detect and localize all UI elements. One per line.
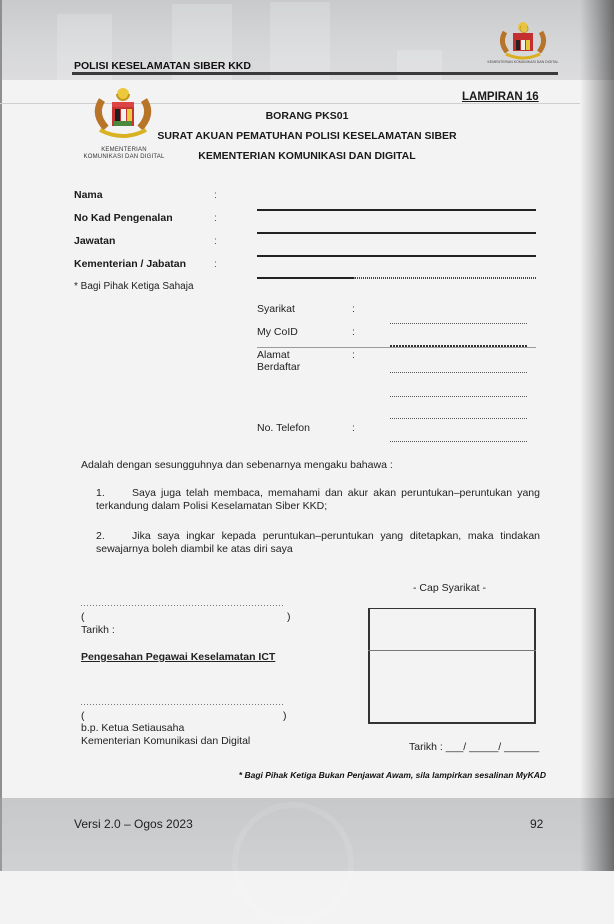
field-label-my-coid: My CoID	[257, 326, 298, 338]
declaration-item-2	[96, 530, 540, 556]
alamat-input-line-2[interactable]	[390, 396, 528, 397]
officer-ministry: Kementerian Komunikasi dan Digital	[81, 735, 251, 747]
field-label-no-kad-pengenalan: No Kad Pengenalan	[74, 212, 173, 224]
alamat-input-line-3[interactable]	[390, 418, 528, 419]
declarant-name-open-paren: (	[81, 611, 85, 623]
field-label-jawatan: Jawatan	[74, 235, 116, 247]
declaration-item-number: 1.	[96, 487, 105, 499]
content-top-rule	[0, 103, 580, 104]
third-party-note: * Bagi Pihak Ketiga Sahaja	[74, 281, 194, 292]
field-label-nama: Nama	[74, 189, 103, 201]
company-stamp-box[interactable]	[368, 608, 536, 724]
kementerian-jabatan-input-line[interactable]	[257, 277, 536, 279]
declaration-item-number: 2.	[96, 530, 105, 542]
declarant-signature-line[interactable]	[81, 605, 285, 606]
alamat-label-line2: Berdaftar	[257, 361, 301, 373]
no-telefon-input-line[interactable]	[390, 441, 528, 442]
syarikat-input-line[interactable]	[390, 323, 528, 324]
declaration-item-text: Saya juga telah membaca, memahami dan akur akan peruntukan–peruntukan yang terkandung dalam Polisi Keselamatan Siber KKD;	[96, 487, 540, 512]
header-rule	[72, 72, 558, 75]
annex-label: LAMPIRAN 16	[462, 91, 539, 103]
stamp-label: - Cap Syarikat -	[413, 582, 486, 594]
verification-heading: Pengesahan Pegawai Keselamatan ICT	[81, 651, 276, 663]
field-colon: :	[352, 326, 355, 338]
field-label-no-telefon: No. Telefon	[257, 422, 310, 434]
header-background-building	[270, 2, 330, 80]
jawatan-input-line[interactable]	[257, 255, 536, 257]
stamp-box-divider	[368, 650, 536, 651]
officer-name-open-paren: (	[81, 710, 85, 722]
declaration-intro: Adalah dengan sesungguhnya dan sebenarnya mengaku bahawa :	[81, 459, 393, 471]
officer-designation: b.p. Ketua Setiausaha	[81, 722, 185, 734]
no-kad-pengenalan-input-line[interactable]	[257, 232, 536, 234]
field-colon: :	[352, 303, 355, 315]
declaration-item-1	[96, 487, 540, 513]
officer-name-close-paren: )	[283, 710, 287, 722]
ministry-title: KEMENTERIAN KOMUNIKASI DAN DIGITAL	[198, 150, 416, 162]
nama-input-line[interactable]	[257, 209, 536, 211]
field-colon: :	[214, 258, 217, 270]
field-colon: :	[352, 422, 355, 434]
declaration-item-text: Jika saya ingkar kepada peruntukan–peruntukan yang ditetapkan, maka tindakan sewajarnya boleh diambil ke atas diri saya	[96, 530, 540, 555]
footer-version: Versi 2.0 – Ogos 2023	[74, 817, 193, 831]
ministry-logo-caption-line1: KEMENTERIAN	[101, 147, 147, 153]
field-colon: :	[214, 212, 217, 224]
section-divider	[257, 347, 536, 348]
declarant-date-label: Tarikh :	[81, 624, 115, 636]
page-footer	[0, 798, 614, 871]
alamat-input-line-1[interactable]	[390, 372, 528, 373]
field-label-syarikat: Syarikat	[257, 303, 295, 315]
header-background-building	[397, 50, 442, 80]
field-label-alamat-berdaftar	[257, 349, 300, 373]
footnote: * Bagi Pihak Ketiga Bukan Penjawat Awam, sila lampirkan sesalinan MyKAD	[238, 770, 546, 780]
field-colon: :	[214, 189, 217, 201]
ministry-logo-caption-line2: KOMUNIKASI DAN DIGITAL	[83, 154, 165, 160]
officer-date-field[interactable]: Tarikh : ___/ _____/ ______	[409, 741, 540, 753]
officer-signature-line[interactable]	[81, 704, 285, 705]
field-label-kementerian-jabatan: Kementerian / Jabatan	[74, 258, 187, 270]
form-title: SURAT AKUAN PEMATUHAN POLISI KESELAMATAN SIBER	[157, 130, 457, 142]
footer-decoration	[232, 802, 354, 924]
declarant-name-close-paren: )	[287, 611, 291, 623]
header-logo-caption: KEMENTERIAN KOMUNIKASI DAN DIGITAL	[487, 60, 559, 64]
form-code: BORANG PKS01	[265, 110, 349, 122]
page-number: 92	[530, 817, 544, 831]
field-colon: :	[214, 235, 217, 247]
alamat-label-line1: Alamat	[257, 349, 290, 361]
header-title: POLISI KESELAMATAN SIBER KKD	[74, 60, 251, 72]
field-colon: :	[352, 349, 355, 361]
